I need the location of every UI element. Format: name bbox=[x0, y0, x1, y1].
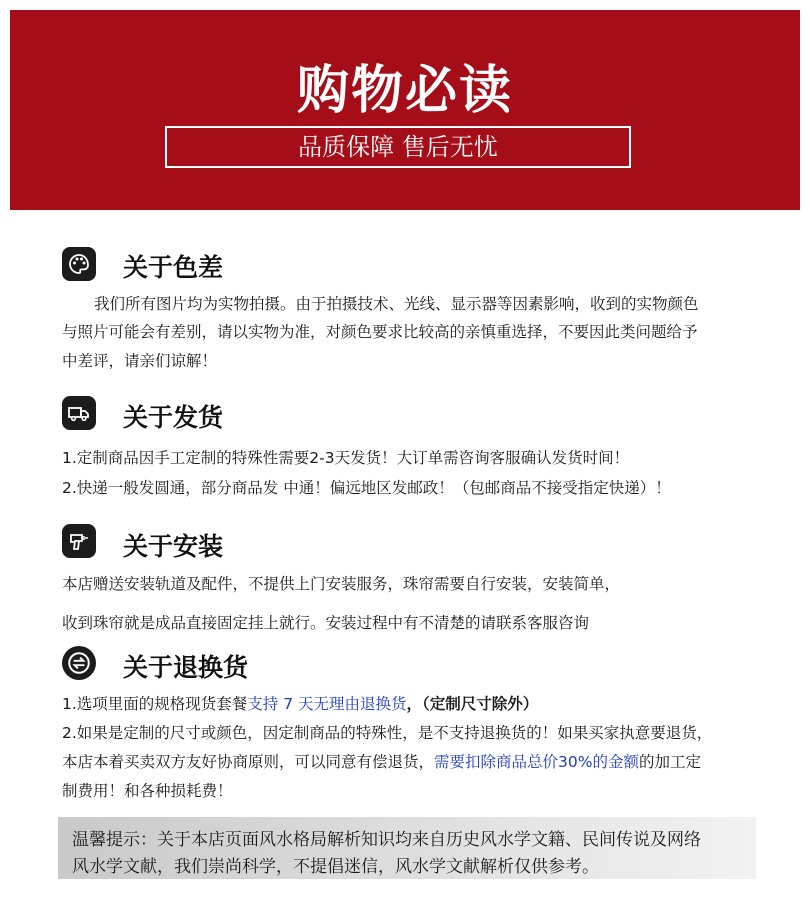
returns-text-1-a: 1.选项里面的规格现货套餐 bbox=[62, 695, 248, 713]
returns-text-1-c: ，（定制尺寸除外） bbox=[406, 695, 539, 713]
installation-text-1: 本店赠送安装轨道及配件，不提供上门安装服务，珠帘需要自行安装，安装简单， bbox=[62, 575, 621, 593]
palette-icon bbox=[62, 247, 96, 281]
section-title-returns: 关于退换货 bbox=[123, 653, 249, 682]
drill-icon bbox=[62, 524, 96, 558]
color-difference-text-1: 我们所有图片均为实物拍摄。由于拍摄技术、光线、显示器等因素影响，收到的实物颜色 bbox=[94, 295, 699, 313]
returns-highlight-30-percent: 需要扣除商品总价30%的金额 bbox=[434, 753, 639, 771]
banner-subtitle-box bbox=[165, 126, 631, 168]
warm-tip-line-2: 风水学文献，我们崇尚科学，不提倡迷信，风水学文献解析仅供参考。 bbox=[72, 857, 599, 877]
warm-tip-line-1: 温馨提示：关于本店页面风水格局解析知识均来自历史风水学文籍、民间传说及网络 bbox=[72, 830, 701, 850]
exchange-icon bbox=[62, 646, 96, 680]
returns-text-3-c: 的加工定 bbox=[638, 753, 701, 771]
color-difference-text-2: 与照片可能会有差别，请以实物为准，对颜色要求比较高的亲慎重选择，不要因此类问题给予 bbox=[62, 323, 698, 341]
returns-text-1 bbox=[62, 692, 538, 714]
installation-text-2: 收到珠帘就是成品直接固定挂上就行。安装过程中有不清楚的请联系客服咨询 bbox=[62, 614, 590, 632]
shipping-text-2: 2.快递一般发圆通，部分商品发 中通！偏远地区发邮政！（包邮商品不接受指定快递）！ bbox=[62, 479, 671, 497]
delivery-truck-icon bbox=[62, 396, 96, 430]
color-difference-text-3: 中差评，请亲们谅解！ bbox=[62, 352, 218, 370]
section-title-color-difference: 关于色差 bbox=[123, 253, 224, 282]
returns-text-3-a: 本店本着买卖双方友好协商原则，可以同意有偿退货， bbox=[62, 753, 435, 771]
section-title-shipping: 关于发货 bbox=[123, 403, 224, 432]
returns-text-2: 2.如果是定制的尺寸或颜色，因定制商品的特殊性，是不支持退换货的！如果买家执意要退货， bbox=[62, 724, 713, 742]
returns-text-4: 制费用！和各种损耗费！ bbox=[62, 782, 233, 800]
banner-title: 购物必读 bbox=[296, 60, 513, 121]
shipping-text-1: 1.定制商品因手工定制的特殊性需要2-3天发货！大订单需咨询客服确认发货时间！ bbox=[62, 449, 630, 467]
returns-text-3 bbox=[62, 750, 701, 772]
returns-highlight-7-days: 支持 7 天无理由退换货 bbox=[247, 695, 407, 713]
section-title-installation: 关于安装 bbox=[123, 532, 224, 561]
banner-subtitle: 品质保障 售后无忧 bbox=[298, 133, 498, 161]
header-banner bbox=[10, 10, 800, 210]
warm-tip-box bbox=[58, 817, 756, 879]
